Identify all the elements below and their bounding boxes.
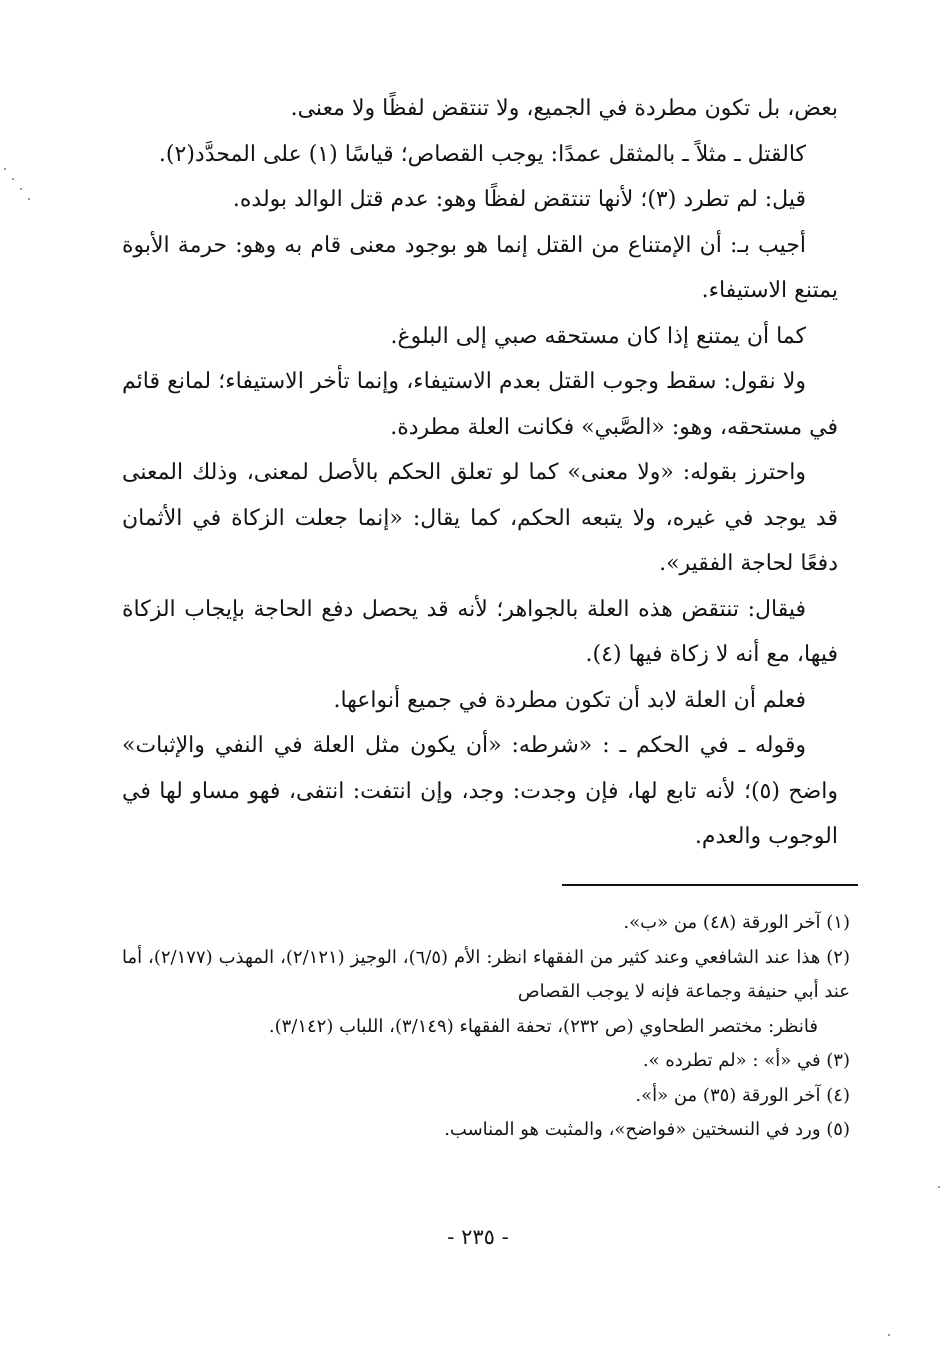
paragraph-8: فيقال: تنتقض هذه العلة بالجواهر؛ لأنه قد يحصل دفع الحاجة بإيجاب الزكاة فيها، مع أنه لا زكاة فيها (٤). bbox=[122, 596, 838, 667]
footnote-3: (٣) في «أ» : «لم تطرده ». bbox=[642, 1050, 850, 1071]
scan-speck bbox=[4, 168, 6, 170]
scan-speck bbox=[938, 1186, 940, 1188]
main-text-block bbox=[122, 86, 838, 860]
paragraph-10: وقوله ـ في الحكم ـ : «شرطه: «أن يكون مثل العلة في النفي والإثبات» واضح (٥)؛ لأنه تابع لها، فإن وجدت: وجد، وإن انتفت: انتفى، فهو مساو لها في الوجوب والعدم. bbox=[122, 733, 838, 849]
paragraph-7: واحترز بقوله: «ولا معنى» كما لو تعلق الحكم بالأصل لمعنى، وذلك المعنى قد يوجد في غيره، ولا يتبعه الحكم، كما يقال: «إنما جعلت الزكاة في الأثمان دفعًا لحاجة الفقير». bbox=[122, 460, 838, 576]
scan-speck bbox=[20, 188, 22, 190]
footnote-1: (١) آخر الورقة (٤٨) من «ب». bbox=[623, 912, 850, 933]
paragraph-5: كما أن يمتنع إذا كان مستحقه صبي إلى البلوغ. bbox=[390, 323, 806, 349]
footnote-2: (٢) هذا عند الشافعي وعند كثير من الفقهاء انظر: الأم (٦/٥)، الوجيز (٢/١٢١)، المهذب (٢/١٧٧)، أما عند أبي حنيفة وجماعة فإنه لا يوجب القصاص bbox=[122, 946, 850, 1002]
scan-speck bbox=[28, 198, 30, 200]
footnote-5: (٥) ورد في النسختين «فواضح»، والمثبت هو المناسب. bbox=[444, 1119, 850, 1140]
paragraph-4: أجيب بـ: أن الإمتناع من القتل إنما هو بوجود معنى قام به وهو: حرمة الأبوة يمتنع الاستيفاء. bbox=[122, 232, 838, 303]
paragraph-1: بعض، بل تكون مطردة في الجميع، ولا تنتقض لفظًا ولا معنى. bbox=[290, 96, 838, 121]
footnote-separator bbox=[562, 884, 858, 886]
paragraph-9: فعلم أن العلة لابد أن تكون مطردة في جميع أنواعها. bbox=[333, 687, 806, 713]
paragraph-3: قيل: لم تطرد (٣)؛ لأنها تنتقض لفظًا وهو: عدم قتل الوالد بولده. bbox=[232, 187, 806, 212]
scan-speck bbox=[888, 1334, 890, 1336]
footnote-4: (٤) آخر الورقة (٣٥) من «أ». bbox=[635, 1084, 850, 1106]
footnotes-block bbox=[122, 906, 850, 1148]
paragraph-6: ولا نقول: سقط وجوب القتل بعدم الاستيفاء، وإنما تأخر الاستيفاء؛ لمانع قائم في مستحقه، وهو: «الصَّبي» فكانت العلة مطردة. bbox=[122, 369, 838, 440]
paragraph-2: كالقتل ـ مثلاً ـ بالمثقل عمدًا: يوجب القصاص؛ قياسًا (١) على المحدَّد(٢). bbox=[158, 141, 806, 167]
footnote-2-continuation: فانظر: مختصر الطحاوي (ص ٢٣٢)، تحفة الفقهاء (٣/١٤٩)، اللباب (٣/١٤٢). bbox=[268, 1015, 818, 1037]
page-number: - ٢٣٥ - bbox=[447, 1225, 509, 1249]
scan-speck bbox=[12, 178, 14, 180]
